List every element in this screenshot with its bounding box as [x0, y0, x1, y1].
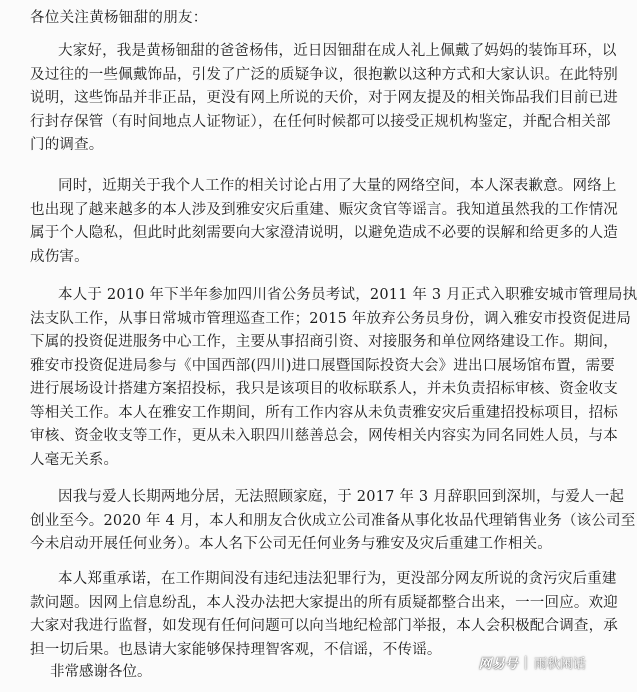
watermark-author: 雨秋闲话 [533, 657, 586, 672]
paragraph-line: 本人郑重承诺，在工作期间没有违纪违法犯罪行为，更没部分网友所说的贪污灾后重建 [58, 571, 617, 587]
paragraph-line: 属于个人隐私，但此时此刻需要向大家澄清说明，以避免造成不必要的误解和给更多的人造 [30, 225, 618, 241]
paragraph-line: 大家好，我是黄杨钿甜的爸爸杨伟，近日因钿甜在成人礼上佩戴了妈妈的装饰耳环，以 [58, 43, 617, 59]
paragraph-1 [30, 40, 618, 158]
paragraph-line: 本人于 2010 年下半年参加四川省公务员考试，2011 年 3 月正式入职雅安城市管理局执 [58, 287, 637, 303]
paragraph-line: 门的调查。 [30, 137, 104, 153]
paragraph-line: 审核、资金收支等工作，更从未入职四川慈善总会，网传相关内容实为同名同姓人员，与本 [30, 428, 618, 444]
paragraph-line: 款问题。因网上信息纷乱，本人没办法把大家提出的所有质疑都整合出来，一一回应。欢迎 [30, 594, 618, 611]
watermark [479, 653, 586, 672]
closing-line: 非常感谢各位。 [50, 664, 152, 680]
paragraph-line: 等相关工作。本人在雅安工作期间，所有工作内容从未负责雅安灾后重建招投标项目，招标 [30, 404, 618, 421]
paragraph-line: 下属的投资促进服务中心工作，主要从事招商引资、对接服务和单位网络建设工作。期间， [30, 334, 618, 350]
paragraph-line: 成伤害。 [30, 248, 89, 265]
paragraph-4 [30, 486, 636, 557]
salutation: 各位关注黄杨钿甜的朋友： [30, 10, 208, 26]
paragraph-line: 因我与爱人长期两地分居，无法照顾家庭，于 2017 年 3 月辞职回到深圳，与爱人一起 [58, 489, 625, 505]
paragraph-line: 也出现了越来越多的本人涉及到雅安灾后重建、赈灾贪官等谣言。我知道虽然我的工作情况 [30, 201, 618, 218]
paragraph-line: 法支队工作，从事日常城市管理巡查工作；2015 年放弃公务员身份，调入雅安市投资促进局 [30, 310, 632, 327]
paragraph-line: 大家对我进行监督，如发现有任何问题可以向当地纪检部门举报，本人会积极配合调查，承 [30, 618, 618, 634]
watermark-brand: 网易号 [478, 657, 518, 672]
paragraph-line: 担一切后果。也恳请大家能够保持理智客观，不信谣，不传谣。 [30, 641, 442, 658]
paragraph-line: 及过往的一些佩戴饰品，引发了广泛的质疑争议，很抱歉以这种方式和大家认识。在此特别 [30, 66, 618, 83]
paragraph-2 [30, 175, 618, 269]
paragraph-3 [30, 284, 637, 472]
paragraph-line: 人毫无关系。 [30, 451, 119, 468]
paragraph-line: 雅安市投资促进局参与《中国西部(四川)进口展暨国际投资大会》进出口展场馆布置，需要 [30, 357, 616, 374]
paragraph-line: 行封存保管（有时间地点人证物证），在任何时候都可以接受正规机构鉴定，并配合相关部 [30, 113, 611, 130]
paragraph-5 [30, 568, 618, 662]
paragraph-line: 今未启动开展任何业务）。本人名下公司无任何业务与雅安及灾后重建工作相关。 [30, 536, 552, 552]
paragraph-line: 进行展场设计搭建方案招投标，我只是该项目的收标联系人，并未负责招标审核、资金收支 [30, 381, 618, 397]
paragraph-line: 创业至今。2020 年 4 月，本人和朋友合伙成立公司准备从事化妆品代理销售业务（该公司至 [30, 512, 636, 529]
watermark-separator: | [523, 655, 528, 670]
paragraph-line: 说明，这些饰品并非正品，更没有网上所说的天价，对于网友提及的相关饰品我们目前已进 [30, 90, 618, 106]
paragraph-line: 同时，近期关于我个人工作的相关讨论占用了大量的网络空间，本人深表歉意。网络上 [58, 178, 617, 194]
